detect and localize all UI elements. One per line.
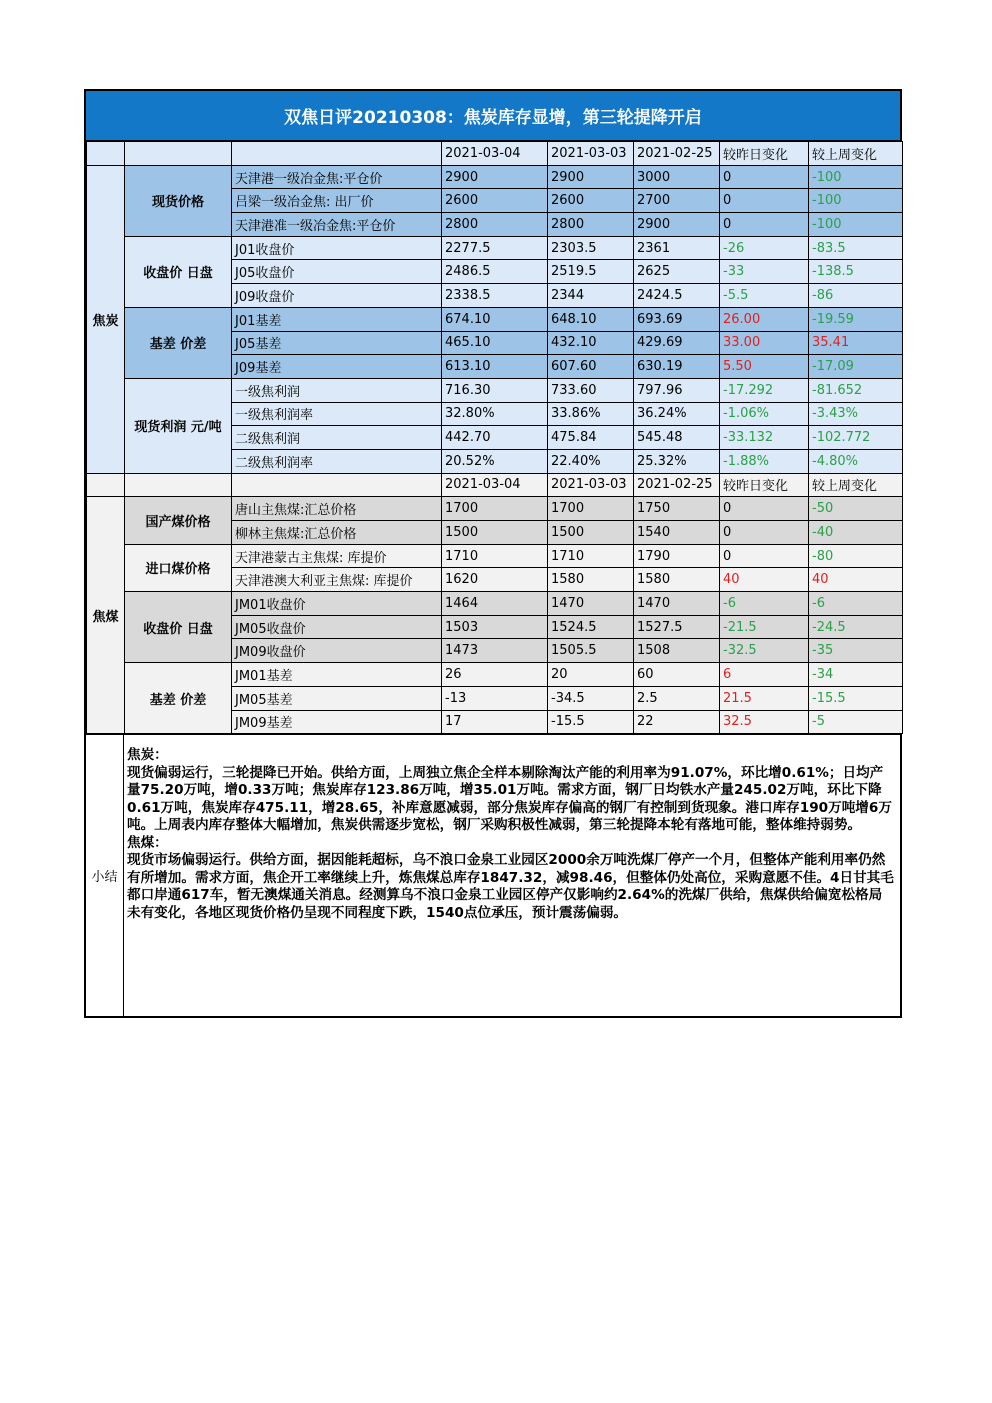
weekly-change-cell: -83.5: [809, 236, 903, 260]
group-label: 收盘价 日盘: [125, 592, 232, 663]
coke-summary-text: 现货偏弱运行，三轮提降已开始。供给方面，上周独立焦企全样本剔除淘汰产能的利用率为91.07%，环比增0.61%；日均产量75.20万吨，增0.33万吨；焦炭库存123.86万吨，增35.01万吨。需求方面，钢厂日均铁水产量245.02万吨，环比下降0.61万吨，焦炭库存475.11，增28.65，补库意愿减弱，部分焦炭库存偏高的钢厂有控制到货现象。港口库存190万吨增6万吨。上周表内库存整体大幅增加，焦炭供需逐步宽松，钢厂采购积极性减弱，第三轮提降本轮有落地可能，整体维持弱势。: [127, 764, 892, 834]
value-cell: 25.32%: [634, 449, 720, 473]
daily-change-cell: 0: [720, 521, 809, 545]
row-name: J09收盘价: [232, 284, 442, 308]
value-cell: 1620: [442, 568, 548, 592]
daily-change-cell: -26: [720, 236, 809, 260]
report-title: 双焦日评20210308：焦炭库存显增，第三轮提降开启: [86, 91, 900, 141]
row-name: J01基差: [232, 307, 442, 331]
value-cell: 613.10: [442, 355, 548, 379]
value-cell: 630.19: [634, 355, 720, 379]
daily-change-cell: 0: [720, 189, 809, 213]
header-cell: 2021-03-04: [442, 473, 548, 497]
daily-change-cell: 33.00: [720, 331, 809, 355]
row-name: 唐山主焦煤:汇总价格: [232, 497, 442, 521]
row-name: 天津港一级冶金焦:平仓价: [232, 165, 442, 189]
value-cell: 2361: [634, 236, 720, 260]
value-cell: 2338.5: [442, 284, 548, 308]
value-cell: 1710: [442, 544, 548, 568]
value-cell: 2344: [548, 284, 634, 308]
header-cell: [125, 473, 232, 497]
value-cell: 1500: [548, 521, 634, 545]
table-row: [87, 165, 903, 189]
coke-category-cell: 焦炭: [87, 165, 125, 473]
value-cell: 1710: [548, 544, 634, 568]
value-cell: 1470: [634, 592, 720, 616]
group-label: 收盘价 日盘: [125, 236, 232, 307]
coke-summary-heading: 焦炭：: [127, 747, 168, 764]
summary-label: 小结: [86, 735, 124, 1016]
value-cell: 2700: [634, 189, 720, 213]
row-name: J09基差: [232, 355, 442, 379]
value-cell: 22: [634, 710, 720, 734]
value-cell: 20: [548, 663, 634, 687]
header-cell: 较昨日变化: [720, 142, 809, 166]
header-row: [87, 473, 903, 497]
row-name: 天津港准一级冶金焦:平仓价: [232, 213, 442, 237]
daily-change-cell: -17.292: [720, 378, 809, 402]
daily-change-cell: -6: [720, 592, 809, 616]
header-cell: [125, 142, 232, 166]
daily-change-cell: -1.06%: [720, 402, 809, 426]
daily-change-cell: -5.5: [720, 284, 809, 308]
daily-change-cell: -33.132: [720, 426, 809, 450]
daily-change-cell: -21.5: [720, 615, 809, 639]
value-cell: 2600: [442, 189, 548, 213]
value-cell: 33.86%: [548, 402, 634, 426]
value-cell: -15.5: [548, 710, 634, 734]
row-name: 天津港蒙古主焦煤: 库提价: [232, 544, 442, 568]
row-name: J05基差: [232, 331, 442, 355]
header-cell: 2021-02-25: [634, 142, 720, 166]
value-cell: 2900: [442, 165, 548, 189]
daily-change-cell: 0: [720, 544, 809, 568]
daily-change-cell: -33: [720, 260, 809, 284]
row-name: JM09基差: [232, 710, 442, 734]
value-cell: 2900: [634, 213, 720, 237]
value-cell: 1540: [634, 521, 720, 545]
value-cell: 1473: [442, 639, 548, 663]
weekly-change-cell: -100: [809, 165, 903, 189]
weekly-change-cell: -80: [809, 544, 903, 568]
weekly-change-cell: -81.652: [809, 378, 903, 402]
daily-change-cell: -32.5: [720, 639, 809, 663]
weekly-change-cell: -34: [809, 663, 903, 687]
daily-change-cell: 26.00: [720, 307, 809, 331]
row-name: 二级焦利润率: [232, 449, 442, 473]
value-cell: 1527.5: [634, 615, 720, 639]
coal-category-cell: 焦煤: [87, 497, 125, 734]
value-cell: 1790: [634, 544, 720, 568]
value-cell: 465.10: [442, 331, 548, 355]
weekly-change-cell: 40: [809, 568, 903, 592]
value-cell: 20.52%: [442, 449, 548, 473]
table-row: [87, 307, 903, 331]
data-table: [86, 141, 903, 734]
value-cell: 733.60: [548, 378, 634, 402]
value-cell: 2.5: [634, 686, 720, 710]
report-sheet: [84, 89, 902, 1018]
weekly-change-cell: -3.43%: [809, 402, 903, 426]
table-row: [87, 378, 903, 402]
weekly-change-cell: -4.80%: [809, 449, 903, 473]
weekly-change-cell: 35.41: [809, 331, 903, 355]
weekly-change-cell: -100: [809, 189, 903, 213]
value-cell: 475.84: [548, 426, 634, 450]
weekly-change-cell: -102.772: [809, 426, 903, 450]
value-cell: 674.10: [442, 307, 548, 331]
value-cell: 1580: [548, 568, 634, 592]
value-cell: 1750: [634, 497, 720, 521]
daily-change-cell: 32.5: [720, 710, 809, 734]
value-cell: 1503: [442, 615, 548, 639]
value-cell: 2800: [442, 213, 548, 237]
value-cell: 545.48: [634, 426, 720, 450]
value-cell: 22.40%: [548, 449, 634, 473]
value-cell: 2277.5: [442, 236, 548, 260]
value-cell: 1700: [442, 497, 548, 521]
header-row: [87, 142, 903, 166]
header-cell: 较上周变化: [809, 473, 903, 497]
value-cell: 2303.5: [548, 236, 634, 260]
header-cell: 2021-03-03: [548, 142, 634, 166]
row-name: 天津港澳大利亚主焦煤: 库提价: [232, 568, 442, 592]
weekly-change-cell: -100: [809, 213, 903, 237]
value-cell: 797.96: [634, 378, 720, 402]
value-cell: 1505.5: [548, 639, 634, 663]
coal-summary-text: 现货市场偏弱运行。供给方面，据因能耗超标，乌不浪口金泉工业园区2000余万吨洗煤厂停产一个月，但整体产能利用率仍然有所增加。需求方面，焦企开工率继续上升，炼焦煤总库存1847.32，减98.46，但整体仍处高位，采购意愿不佳。4日甘其毛都口岸通617车，暂无澳煤通关消息。经测算乌不浪口金泉工业园区停产仅影响约2.64%的洗煤厂供给，焦煤供给偏宽松格局未有变化，各地区现货价格仍呈现不同程度下跌，1540点位承压，预计震荡偏弱。: [127, 852, 894, 921]
value-cell: 60: [634, 663, 720, 687]
daily-change-cell: 5.50: [720, 355, 809, 379]
row-name: 一级焦利润率: [232, 402, 442, 426]
row-name: JM05基差: [232, 686, 442, 710]
value-cell: 2900: [548, 165, 634, 189]
group-label: 现货价格: [125, 165, 232, 236]
weekly-change-cell: -15.5: [809, 686, 903, 710]
group-label: 进口煤价格: [125, 544, 232, 591]
header-cell: 2021-03-03: [548, 473, 634, 497]
value-cell: 2486.5: [442, 260, 548, 284]
table-row: [87, 497, 903, 521]
value-cell: 17: [442, 710, 548, 734]
row-name: JM01基差: [232, 663, 442, 687]
value-cell: 36.24%: [634, 402, 720, 426]
row-name: 吕梁一级冶金焦: 出厂价: [232, 189, 442, 213]
group-label: 现货利润 元/吨: [125, 378, 232, 473]
summary-body: [124, 735, 900, 1016]
weekly-change-cell: -6: [809, 592, 903, 616]
daily-change-cell: -1.88%: [720, 449, 809, 473]
weekly-change-cell: -50: [809, 497, 903, 521]
header-cell: 较上周变化: [809, 142, 903, 166]
group-label: 基差 价差: [125, 663, 232, 734]
value-cell: 32.80%: [442, 402, 548, 426]
row-name: JM01收盘价: [232, 592, 442, 616]
header-cell: 2021-03-04: [442, 142, 548, 166]
value-cell: 2519.5: [548, 260, 634, 284]
row-name: 一级焦利润: [232, 378, 442, 402]
row-name: J01收盘价: [232, 236, 442, 260]
value-cell: 2625: [634, 260, 720, 284]
daily-change-cell: 0: [720, 165, 809, 189]
value-cell: 2800: [548, 213, 634, 237]
value-cell: 2424.5: [634, 284, 720, 308]
table-row: [87, 236, 903, 260]
value-cell: 1464: [442, 592, 548, 616]
value-cell: 432.10: [548, 331, 634, 355]
table-row: [87, 592, 903, 616]
value-cell: 648.10: [548, 307, 634, 331]
weekly-change-cell: -19.59: [809, 307, 903, 331]
table-row: [87, 544, 903, 568]
value-cell: 2600: [548, 189, 634, 213]
value-cell: -13: [442, 686, 548, 710]
value-cell: 1700: [548, 497, 634, 521]
value-cell: -34.5: [548, 686, 634, 710]
value-cell: 1524.5: [548, 615, 634, 639]
group-label: 国产煤价格: [125, 497, 232, 544]
value-cell: 3000: [634, 165, 720, 189]
value-cell: 442.70: [442, 426, 548, 450]
value-cell: 607.60: [548, 355, 634, 379]
weekly-change-cell: -138.5: [809, 260, 903, 284]
row-name: J05收盘价: [232, 260, 442, 284]
daily-change-cell: 0: [720, 497, 809, 521]
header-cell: 2021-02-25: [634, 473, 720, 497]
row-name: 柳林主焦煤:汇总价格: [232, 521, 442, 545]
daily-change-cell: 21.5: [720, 686, 809, 710]
daily-change-cell: 6: [720, 663, 809, 687]
value-cell: 1508: [634, 639, 720, 663]
value-cell: 693.69: [634, 307, 720, 331]
weekly-change-cell: -5: [809, 710, 903, 734]
weekly-change-cell: -86: [809, 284, 903, 308]
value-cell: 429.69: [634, 331, 720, 355]
group-label: 基差 价差: [125, 307, 232, 378]
header-cell: [87, 473, 125, 497]
header-cell: 较昨日变化: [720, 473, 809, 497]
header-cell: [87, 142, 125, 166]
header-cell: [232, 473, 442, 497]
weekly-change-cell: -17.09: [809, 355, 903, 379]
row-name: JM09收盘价: [232, 639, 442, 663]
daily-change-cell: 40: [720, 568, 809, 592]
value-cell: 26: [442, 663, 548, 687]
weekly-change-cell: -35: [809, 639, 903, 663]
daily-change-cell: 0: [720, 213, 809, 237]
weekly-change-cell: -24.5: [809, 615, 903, 639]
coal-summary-heading: 焦煤：: [127, 834, 168, 851]
row-name: 二级焦利润: [232, 426, 442, 450]
value-cell: 716.30: [442, 378, 548, 402]
summary-row: [86, 734, 900, 1016]
header-cell: [232, 142, 442, 166]
row-name: JM05收盘价: [232, 615, 442, 639]
weekly-change-cell: -40: [809, 521, 903, 545]
value-cell: 1500: [442, 521, 548, 545]
value-cell: 1470: [548, 592, 634, 616]
table-row: [87, 663, 903, 687]
value-cell: 1580: [634, 568, 720, 592]
